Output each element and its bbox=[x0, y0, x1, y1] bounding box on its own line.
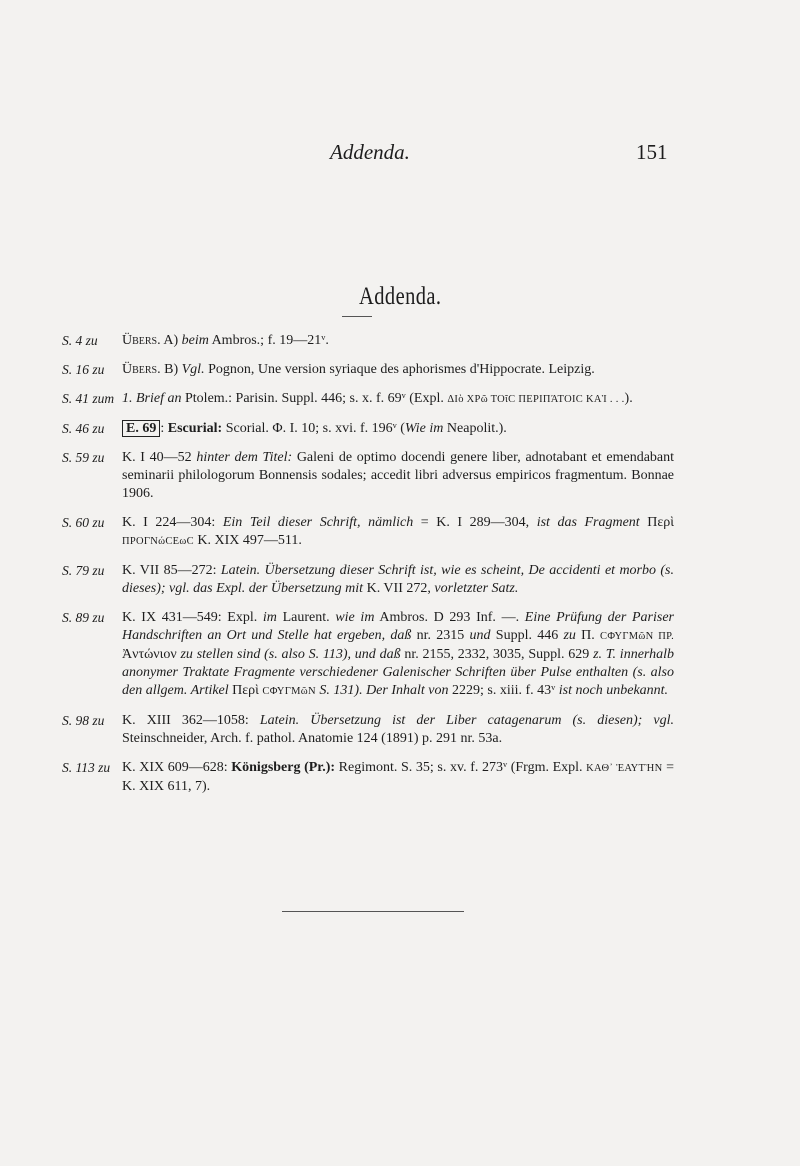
entry-text: : bbox=[160, 421, 168, 436]
entry-text: K. I 40—52 bbox=[122, 450, 197, 465]
entry-reference: S. 4 zu bbox=[62, 333, 98, 348]
entry-reference: S. 41 zum bbox=[62, 391, 115, 406]
entry-text: Escurial: bbox=[167, 421, 223, 436]
entry-text: zu stellen sind (s. also S. 113), und daß bbox=[180, 647, 401, 662]
entry-text: Ambros.; f. 19—21ᵛ. bbox=[208, 333, 329, 348]
running-head-title: Addenda. bbox=[330, 140, 410, 164]
entry-text: = K. XIX 611, 7). bbox=[122, 760, 674, 794]
entry-text: Eine Prüfung der Pariser Handschriften an Ort und Stelle hat ergeben, daß bbox=[122, 610, 674, 643]
entry-text: hinter dem Titel: bbox=[196, 450, 293, 465]
entry-text: vorletzter Satz. bbox=[434, 581, 519, 596]
entry-text: ). bbox=[624, 391, 633, 406]
entry-text: A) bbox=[160, 333, 182, 348]
entry-text: S. 131). Der Inhalt von bbox=[319, 683, 449, 698]
addenda-entry bbox=[62, 332, 674, 350]
entry-number-box: E. 69 bbox=[122, 420, 160, 437]
entry-text: K. I 224—304: bbox=[122, 515, 223, 530]
entry-reference: S. 98 zu bbox=[62, 713, 105, 728]
entry-text: Ἀντώνιον bbox=[122, 647, 181, 662]
addenda-entry bbox=[62, 361, 674, 379]
entry-text: K. VII 85—272: bbox=[122, 563, 221, 578]
page-number: 151 bbox=[636, 140, 668, 164]
entry-text: z. T. innerhalb anonymer Traktate Fragmente verschiedener Galenischer Schriften über Pulse enthalten (s. also den allgem. Artikel bbox=[122, 647, 674, 698]
entry-text: und bbox=[469, 628, 491, 643]
section-heading bbox=[0, 283, 800, 311]
entry-text: Königsberg (Pr.): bbox=[231, 760, 336, 775]
entry-text: Ambros. D 293 Inf. —. bbox=[374, 610, 525, 625]
entry-text: Latein. Übersetzung ist der Liber catagenarum (s. diesen); vgl. bbox=[259, 713, 674, 728]
entry-text: Galeni de optimo docendi genere liber, adnotabant et emendabant seminarii philologorum Bonnensis sodales; accedit libri adversus empiricos fragmentum. Bonnae 1906. bbox=[122, 450, 675, 501]
entry-text: Suppl. 446 bbox=[490, 628, 564, 643]
entry-reference: S. 60 zu bbox=[62, 515, 105, 530]
entry-text: zu bbox=[563, 628, 576, 643]
entry-text: K. IX 431—549: Expl. bbox=[122, 610, 263, 625]
addenda-list bbox=[62, 332, 674, 807]
entry-reference: S. 59 zu bbox=[62, 450, 105, 465]
addenda-entry bbox=[62, 420, 674, 438]
addenda-entry bbox=[62, 609, 674, 701]
entry-text: Ptolem.: Parisin. Suppl. 446; s. x. f. 69ᵛ (Expl. bbox=[181, 391, 448, 406]
entry-text: Neapolit.). bbox=[443, 421, 507, 436]
entry-text: ist das Fragment bbox=[536, 515, 640, 530]
entry-reference: S. 79 zu bbox=[62, 563, 105, 578]
entry-reference: S. 16 zu bbox=[62, 362, 105, 377]
addenda-entry bbox=[62, 390, 674, 409]
entry-text: K. VII 272, bbox=[363, 581, 435, 596]
addenda-entry bbox=[62, 514, 674, 551]
entry-text: K. XIX 497—511. bbox=[193, 533, 302, 548]
entry-text: ΚΑΘ᾽ ἙΑΥΤῊΝ bbox=[586, 763, 663, 774]
entry-text: Ein Teil dieser Schrift, nämlich bbox=[222, 515, 414, 530]
entry-text: Steinschneider, Arch. f. pathol. Anatomie 124 (1891) p. 291 nr. 53a. bbox=[122, 731, 503, 746]
entry-text: K. XIII 362—1058: bbox=[122, 713, 260, 728]
heading-rule bbox=[342, 316, 372, 317]
addenda-entry bbox=[62, 449, 674, 503]
entry-text: B) bbox=[160, 362, 182, 377]
addenda-entry bbox=[62, 562, 674, 598]
entry-text: CΦΥΓΜῶΝ bbox=[262, 686, 316, 697]
running-head bbox=[0, 140, 800, 170]
entry-text: 1. Brief an bbox=[122, 391, 182, 406]
entry-text: nr. 2155, 2332, 3035, Suppl. 629 bbox=[400, 647, 594, 662]
entry-text: K. XIX 609—628: bbox=[122, 760, 232, 775]
entry-reference: S. 89 zu bbox=[62, 610, 105, 625]
entry-text: Laurent. bbox=[276, 610, 336, 625]
entry-text: = K. I 289—304, bbox=[413, 515, 537, 530]
entry-reference: S. 113 zu bbox=[62, 760, 111, 775]
entry-text: CΦΥΓΜῶΝ ΠΡ. bbox=[600, 631, 674, 642]
section-heading-text: Addenda. bbox=[358, 283, 442, 310]
entry-text: Wie im bbox=[404, 421, 444, 436]
entry-reference: S. 46 zu bbox=[62, 421, 105, 436]
entry-text: Περὶ bbox=[639, 515, 675, 530]
addenda-entry bbox=[62, 759, 674, 796]
addenda-entry bbox=[62, 712, 674, 748]
entry-text: im bbox=[262, 610, 277, 625]
entry-text: Π. bbox=[575, 628, 601, 643]
entry-text: Περὶ bbox=[228, 683, 263, 698]
entry-text: Pognon, Une version syriaque des aphorismes d'Hippocrate. Leipzig. bbox=[204, 362, 595, 377]
footer-rule bbox=[282, 911, 464, 912]
entry-text: 2229; s. xiii. f. 43ᵛ bbox=[448, 683, 559, 698]
entry-text: ΠΡΟΓΝώCΕωC bbox=[122, 536, 194, 547]
entry-text: Scorial. Φ. I. 10; s. xvi. f. 196ᵛ ( bbox=[222, 421, 405, 436]
entry-text: Übers. bbox=[122, 333, 161, 348]
entry-text: ist noch unbekannt. bbox=[558, 683, 669, 698]
entry-text: Latein. Übersetzung dieser Schrift ist, wie es scheint, De accidenti et morbo (s. dieses); vgl. das Expl. der Übersetzung mit bbox=[122, 563, 674, 596]
entry-text: beim bbox=[181, 333, 209, 348]
entry-text: nr. 2315 bbox=[411, 628, 470, 643]
entry-text: Übers. bbox=[122, 362, 161, 377]
entry-text: Regimont. S. 35; s. xv. f. 273ᵛ (Frgm. Expl. bbox=[335, 760, 587, 775]
entry-text: ΔΙὸ ΧΡῶ ΤΟῖC ΠΕΡΙΠΆΤΟΙC ΚΑῚ . . . bbox=[447, 394, 625, 405]
entry-text: Vgl. bbox=[181, 362, 205, 377]
entry-text: wie im bbox=[335, 610, 375, 625]
